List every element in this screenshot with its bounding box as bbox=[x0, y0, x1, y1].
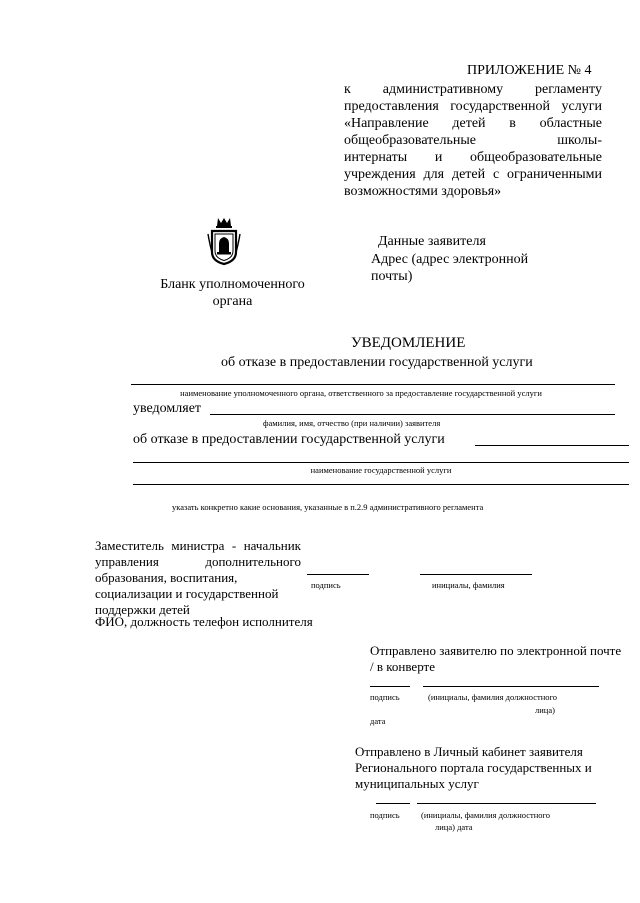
notice-title: УВЕДОМЛЕНИЕ bbox=[351, 335, 466, 351]
service-line-2 bbox=[133, 484, 629, 485]
signatory-line: управления дополнительного bbox=[95, 554, 301, 569]
appendix-line: общеобразовательные школы- bbox=[344, 133, 602, 148]
sent-portal-initials-line bbox=[417, 803, 596, 804]
signatory-line: поддержки детей bbox=[95, 602, 190, 617]
applicant-name-line bbox=[210, 414, 615, 415]
notice-subtitle: об отказе в предоставлении государственной услуги bbox=[221, 355, 533, 370]
initials-caption: инициалы, фамилия bbox=[432, 580, 505, 590]
sent-portal-initials-caption-2: лица) дата bbox=[435, 822, 473, 832]
sent-email-line: / в конверте bbox=[370, 659, 435, 674]
refusal-text: об отказе в предоставлении государственной услуги bbox=[133, 432, 445, 447]
sent-email-text bbox=[370, 643, 621, 675]
sent-email-line: Отправлено заявителю по электронной почте bbox=[370, 643, 622, 658]
authority-blank bbox=[150, 276, 315, 310]
sent-email-sign-line bbox=[370, 686, 410, 687]
applicant-line: Данные заявителя bbox=[378, 234, 486, 249]
sent-portal-sign-caption: подпись bbox=[370, 810, 400, 820]
appendix-line: «Направление детей в областные bbox=[344, 116, 602, 131]
sent-email-date-caption: дата bbox=[370, 716, 386, 726]
applicant-address bbox=[371, 251, 528, 285]
appendix-line: учреждения для детей с ограниченными bbox=[344, 167, 602, 182]
sent-portal-initials-caption: (инициалы, фамилия должностного bbox=[421, 810, 551, 820]
applicant-line: почты) bbox=[371, 269, 413, 284]
sent-portal-line: муниципальных услуг bbox=[355, 776, 479, 791]
signatory-line: Заместитель министра - начальник bbox=[95, 538, 301, 553]
signature-caption: подпись bbox=[311, 580, 341, 590]
sent-portal-line: Отправлено в Личный кабинет заявителя bbox=[355, 744, 583, 759]
coat-of-arms-icon bbox=[205, 216, 243, 266]
authority-blank-line: органа bbox=[212, 294, 253, 309]
signatory-position bbox=[95, 538, 301, 618]
sent-portal-sign-line bbox=[376, 803, 410, 804]
appendix-line: к административному регламенту bbox=[344, 82, 602, 97]
notifies-label: уведомляет bbox=[133, 401, 202, 416]
initials-line bbox=[420, 574, 532, 575]
sent-portal-line: Регионального портала государственных и bbox=[355, 760, 592, 775]
appendix-title: ПРИЛОЖЕНИЕ № 4 bbox=[467, 63, 592, 78]
applicant-name-caption: фамилия, имя, отчество (при наличии) заявителя bbox=[263, 418, 441, 428]
appendix-line: предоставления государственной услуги bbox=[344, 99, 602, 114]
signatory-line: образования, воспитания, bbox=[95, 570, 238, 585]
refusal-line bbox=[475, 445, 629, 446]
appendix-line: интернаты и общеобразовательные bbox=[344, 150, 602, 165]
executor-info: ФИО, должность телефон исполнителя bbox=[95, 614, 313, 629]
sent-email-initials-caption-2: лица) bbox=[535, 705, 555, 715]
appendix-text bbox=[344, 81, 602, 200]
sent-portal-text bbox=[355, 744, 592, 792]
service-line bbox=[133, 462, 629, 463]
sent-email-initials-caption: (инициалы, фамилия должностного bbox=[428, 692, 558, 702]
appendix-line: возможностями здоровья» bbox=[344, 184, 502, 199]
sent-email-sign-caption: подпись bbox=[370, 692, 400, 702]
signatory-line: социализации и государственной bbox=[95, 586, 279, 601]
service-caption: наименование государственной услуги bbox=[310, 465, 452, 475]
applicant-line: Адрес (адрес электронной bbox=[371, 252, 529, 267]
reasons-caption: указать конкретно какие основания, указанные в п.2.9 административного регламента bbox=[172, 502, 484, 512]
authority-line bbox=[131, 384, 615, 385]
signature-line bbox=[307, 574, 369, 575]
sent-email-initials-line bbox=[423, 686, 599, 687]
applicant-data bbox=[378, 233, 486, 250]
authority-caption: наименование уполномоченного органа, ответственного за предоставление государственной услуги bbox=[180, 388, 542, 398]
authority-blank-line: Бланк уполномоченного bbox=[160, 277, 305, 292]
